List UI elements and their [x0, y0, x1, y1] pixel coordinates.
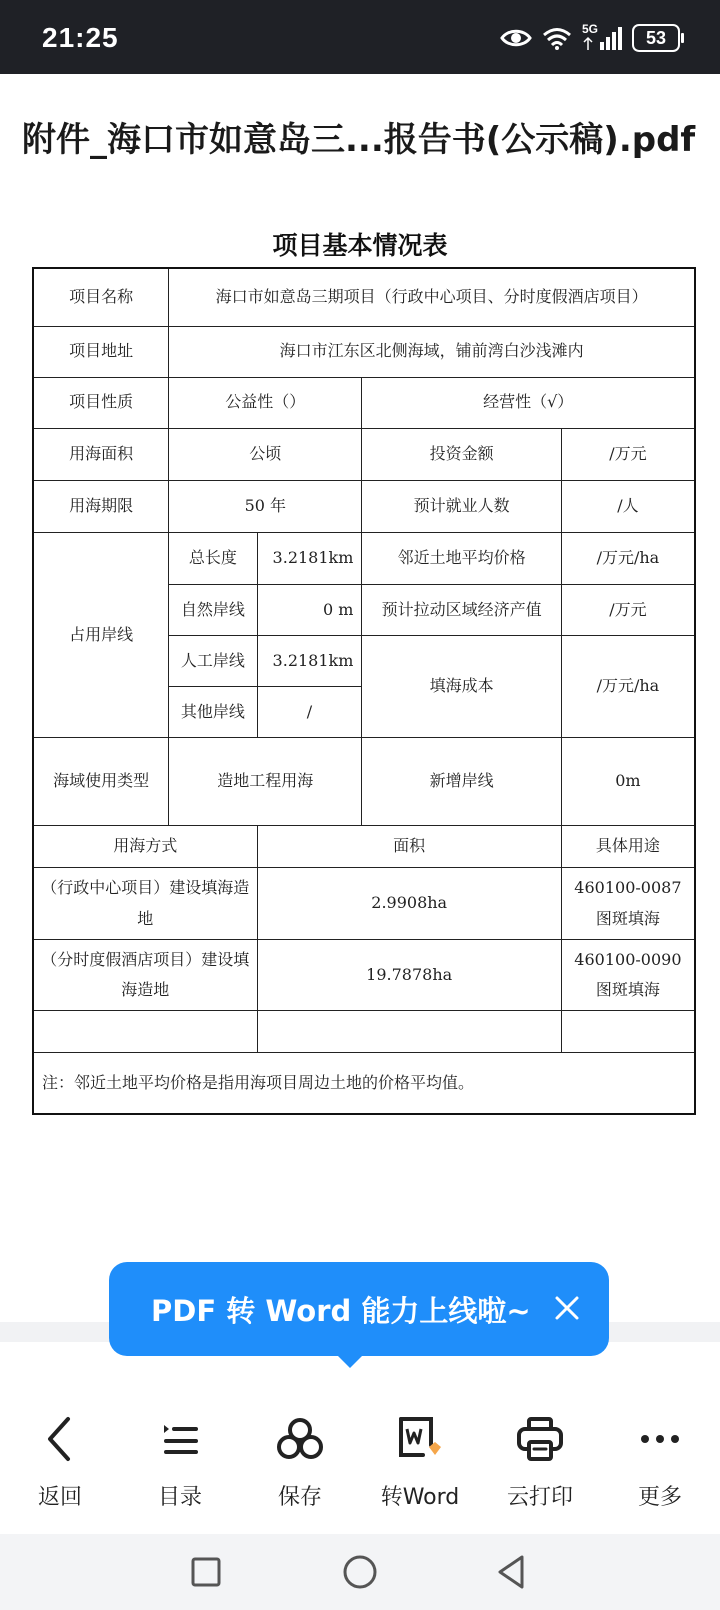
- table-cell: 投资金额: [362, 428, 561, 480]
- table-cell: 0 m: [257, 584, 362, 635]
- table-cell: [561, 1011, 695, 1053]
- table-cell: 自然岸线: [169, 584, 257, 635]
- table-cell: 50 年: [169, 480, 362, 532]
- system-nav-bar: [0, 1534, 720, 1610]
- toast-message: PDF 转 Word 能力上线啦~: [151, 1294, 531, 1328]
- table-cell: 用海期限: [33, 480, 169, 532]
- battery-icon: [632, 24, 680, 52]
- battery-level: 53: [645, 27, 667, 48]
- save-label: 保存: [277, 1485, 322, 1510]
- table-cell: 填海成本: [362, 635, 561, 737]
- more-icon: [640, 1433, 680, 1445]
- toast-pointer: [337, 1355, 363, 1368]
- table-cell: /万元: [561, 428, 695, 480]
- network-type: 5G: [582, 22, 599, 36]
- table-cell: （分时度假酒店项目）建设填海造地: [33, 939, 257, 1010]
- table-cell: /人: [561, 480, 695, 532]
- table-cell: 项目地址: [33, 326, 169, 377]
- table-cell: 3.2181km: [257, 635, 362, 686]
- pdf-to-word-toast[interactable]: [109, 1262, 609, 1356]
- toc-label: 目录: [157, 1485, 202, 1510]
- back-button[interactable]: [0, 1414, 120, 1511]
- table-cell: 预计拉动区域经济产值: [362, 584, 561, 635]
- table-cell: 其他岸线: [169, 686, 257, 737]
- table-cell: 具体用途: [561, 825, 695, 868]
- table-cell: /万元: [561, 584, 695, 635]
- status-icons: [500, 22, 680, 54]
- table-cell: 19.7878ha: [257, 939, 561, 1010]
- nav-square-icon[interactable]: [186, 1552, 226, 1592]
- document-title: 附件_海口市如意岛三...报告书(公示稿).pdf: [22, 120, 696, 160]
- close-icon[interactable]: [551, 1292, 583, 1324]
- word-icon: [395, 1415, 445, 1463]
- more-label: 更多: [637, 1485, 682, 1510]
- table-cell: 占用岸线: [33, 532, 169, 737]
- back-label: 返回: [37, 1485, 82, 1510]
- table-cell: 海口市江东区北侧海域，铺前湾白沙浅滩内: [169, 326, 695, 377]
- toc-button[interactable]: [120, 1414, 240, 1511]
- table-cell: 造地工程用海: [169, 737, 362, 825]
- wifi-icon: [542, 26, 572, 50]
- table-cell: （行政中心项目）建设填海造地: [33, 868, 257, 939]
- table-cell: 项目名称: [33, 268, 169, 326]
- back-icon: [40, 1415, 80, 1463]
- to-word-button[interactable]: [360, 1414, 480, 1511]
- table-cell: 3.2181km: [257, 532, 362, 584]
- more-button[interactable]: [600, 1414, 720, 1511]
- table-cell: [257, 1011, 561, 1053]
- table-cell: /万元/ha: [561, 635, 695, 737]
- table-cell: 项目性质: [33, 377, 169, 428]
- print-icon: [516, 1416, 564, 1462]
- cloud-print-label: 云打印: [506, 1485, 573, 1510]
- table-cell: /万元/ha: [561, 532, 695, 584]
- table-cell: 0m: [561, 737, 695, 825]
- table-cell: 公顷: [169, 428, 362, 480]
- table-cell: 460100-0087 图斑填海: [561, 868, 695, 939]
- table-cell: 海域使用类型: [33, 737, 169, 825]
- table-cell: 2.9908ha: [257, 868, 561, 939]
- table-cell: 面积: [257, 825, 561, 868]
- cloud-print-button[interactable]: [480, 1414, 600, 1511]
- eye-icon: [500, 27, 532, 49]
- to-word-label: 转Word: [380, 1485, 460, 1510]
- table-cell: 460100-0090 图斑填海: [561, 939, 695, 1010]
- table-cell: /: [257, 686, 362, 737]
- nav-triangle-icon[interactable]: [492, 1552, 532, 1592]
- table-cell: 邻近土地平均价格: [362, 532, 561, 584]
- save-icon: [275, 1417, 325, 1461]
- toc-icon: [160, 1419, 200, 1459]
- table-cell: 预计就业人数: [362, 480, 561, 532]
- table-caption: 项目基本情况表: [272, 231, 448, 260]
- table-cell: 用海面积: [33, 428, 169, 480]
- table-note: 注：邻近土地平均价格是指用海项目周边土地的价格平均值。: [33, 1053, 695, 1114]
- table-cell: 人工岸线: [169, 635, 257, 686]
- nav-circle-icon[interactable]: [340, 1552, 380, 1592]
- clock: 21:25: [42, 22, 119, 53]
- table-cell: 经营性（√）: [362, 377, 695, 428]
- bottom-toolbar: [0, 1384, 720, 1534]
- table-cell: [33, 1011, 257, 1053]
- status-bar: [0, 0, 720, 74]
- table-cell: 公益性（）: [169, 377, 362, 428]
- table-cell: 用海方式: [33, 825, 257, 868]
- signal-icon: [582, 24, 622, 52]
- table-cell: 海口市如意岛三期项目（行政中心项目、分时度假酒店项目）: [169, 268, 695, 326]
- table-cell: 新增岸线: [362, 737, 561, 825]
- save-button[interactable]: [240, 1414, 360, 1511]
- project-info-table: [32, 267, 696, 1115]
- table-cell: 总长度: [169, 532, 257, 584]
